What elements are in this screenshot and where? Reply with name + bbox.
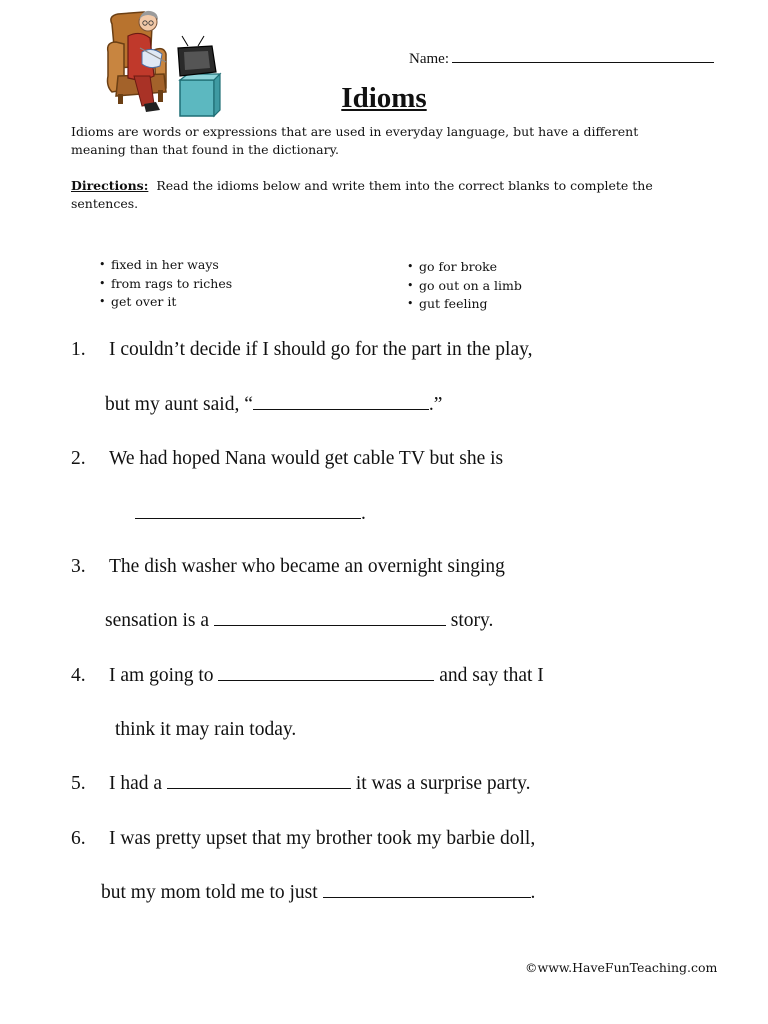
- copyright-footer: ©www.HaveFunTeaching.com: [525, 960, 718, 975]
- question-3-line1: [71, 556, 505, 578]
- question-text: We had hoped Nana would get cable TV but she is: [109, 448, 504, 469]
- question-text: but my aunt said, “: [105, 394, 253, 415]
- question-number: 4.: [71, 665, 86, 686]
- question-number: 6.: [71, 828, 86, 849]
- word-bank-item: • go for broke: [407, 258, 522, 277]
- question-text: story.: [450, 610, 494, 631]
- question-text: .: [361, 503, 366, 524]
- word-bank-item: • from rags to riches: [99, 275, 232, 294]
- question-text: The dish washer who became an overnight singing: [109, 556, 505, 577]
- question-1-line1: [71, 339, 532, 361]
- question-text: sensation is a: [105, 610, 209, 631]
- question-text: I was pretty upset that my brother took my barbie doll,: [109, 828, 536, 849]
- question-text: I couldn’t decide if I should go for the part in the play,: [109, 339, 533, 360]
- question-4-line1: [71, 665, 544, 687]
- name-label: Name:: [409, 51, 449, 67]
- word-bank-item: • gut feeling: [407, 295, 522, 314]
- title-text: Idioms: [341, 82, 427, 114]
- answer-blank[interactable]: [135, 517, 361, 519]
- question-text: .: [530, 882, 536, 903]
- question-4-line2: [115, 719, 296, 741]
- word-bank-left: [99, 256, 232, 312]
- question-2-line2: [135, 503, 366, 525]
- question-number: 5.: [71, 773, 86, 794]
- name-blank[interactable]: [452, 47, 714, 63]
- question-3-line2: [105, 610, 493, 632]
- answer-blank[interactable]: [218, 679, 434, 681]
- answer-blank[interactable]: [214, 624, 446, 626]
- question-1-line2: [105, 394, 442, 416]
- intro-paragraph: Idioms are words or expressions that are used in everyday language, but have a different meaning than that found in the dictionary.: [71, 124, 639, 157]
- question-2-line1: [71, 448, 503, 470]
- question-number: 1.: [71, 339, 86, 360]
- directions-label: Directions:: [71, 178, 149, 193]
- question-5-line1: [71, 773, 531, 795]
- name-field: [409, 47, 714, 68]
- question-text: but my mom told me to just: [101, 882, 318, 903]
- question-text: I had a: [109, 773, 163, 794]
- answer-blank[interactable]: [167, 787, 351, 789]
- question-6-line2: [101, 882, 535, 904]
- question-number: 2.: [71, 448, 86, 469]
- directions-paragraph: [71, 177, 681, 213]
- word-bank-right: [407, 258, 522, 314]
- question-text: and say that I: [439, 665, 544, 686]
- question-text: I am going to: [109, 665, 214, 686]
- question-text: it was a surprise party.: [355, 773, 531, 794]
- word-bank-item: • get over it: [99, 293, 232, 312]
- word-bank-item: • fixed in her ways: [99, 256, 232, 275]
- question-text: .”: [428, 394, 443, 415]
- directions-text: Read the idioms below and write them into the correct blanks to complete the sentences.: [71, 178, 653, 211]
- question-number: 3.: [71, 556, 86, 577]
- page-title: [0, 82, 768, 115]
- answer-blank[interactable]: [253, 408, 429, 410]
- word-bank-item: • go out on a limb: [407, 277, 522, 296]
- answer-blank[interactable]: [323, 896, 531, 898]
- question-text: think it may rain today.: [115, 719, 297, 740]
- question-6-line1: [71, 828, 535, 850]
